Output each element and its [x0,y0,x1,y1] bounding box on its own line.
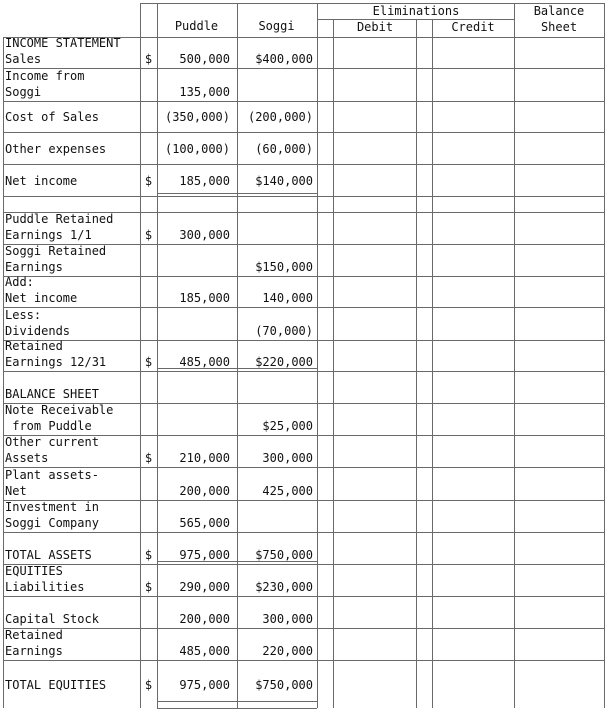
row-label: Net income [5,290,78,305]
row-dollar-sign: $ [144,678,153,692]
grid-hline-double [157,193,317,194]
row-dollar-sign: $ [144,51,153,66]
grid-hline [3,101,604,102]
cell-puddle: 975,000 [179,678,230,692]
cell-soggi: 140,000 [262,290,313,305]
row-label: Capital Stock [5,611,99,626]
cell-soggi: 425,000 [262,483,313,498]
cell-soggi: $750,000 [255,547,313,562]
row-label: Earnings [5,259,63,274]
row-dollar-sign: $ [144,227,153,242]
row-label: Soggi Company [5,515,99,530]
row-label: EQUITIES [5,564,63,578]
grid-vline [3,37,4,708]
cell-puddle: 300,000 [179,227,230,242]
row-dollar-sign: $ [144,579,153,594]
row-label: Puddle Retained [5,212,114,226]
cell-puddle: 200,000 [179,483,230,498]
cell-puddle: 485,000 [179,354,230,369]
row-label: Retained [5,628,63,642]
grid-vline [333,20,334,708]
cell-soggi: $220,000 [255,354,313,369]
cell-puddle: (350,000) [164,110,230,124]
cell-puddle: 290,000 [179,579,230,594]
header-soggi: Soggi [258,19,295,33]
row-label: Liabilities [5,579,85,594]
row-label: Net income [5,174,78,188]
row-label: Assets [5,450,49,465]
cell-soggi: 220,000 [262,643,313,658]
cell-soggi: (200,000) [247,110,313,124]
cell-soggi: $750,000 [255,678,313,692]
grid-hline [3,164,604,165]
row-label: TOTAL ASSETS [5,547,92,562]
grid-hline [3,596,604,597]
cell-soggi: (70,000) [255,323,313,338]
row-label: Note Receivable [5,403,114,417]
header-balance-sheet-line2: Sheet [540,20,578,34]
cell-soggi: $150,000 [255,259,313,274]
grid-vline [317,3,318,708]
cell-puddle: 975,000 [179,547,230,562]
cell-puddle: 565,000 [179,515,230,530]
cell-soggi: (60,000) [255,142,313,156]
grid-hline-double [157,701,317,702]
header-debit: Debit [356,20,394,34]
cell-soggi: $230,000 [255,579,313,594]
header-eliminations: Eliminations [372,4,460,18]
grid-vline [604,3,605,708]
cell-puddle: 185,000 [179,290,230,305]
grid-hline [3,196,604,197]
header-balance-sheet-line1: Balance [533,4,585,18]
row-label: Other current [5,435,99,449]
row-label: from Puddle [5,418,92,433]
grid-hline [3,660,604,661]
grid-hline [3,371,604,372]
grid-vline [416,20,417,708]
row-label: Add: [5,275,34,289]
row-dollar-sign: $ [144,450,153,465]
cell-soggi: $400,000 [255,51,313,66]
row-label: Soggi Retained [5,244,107,258]
grid-hline [3,132,604,133]
row-label: Earnings 12/31 [5,354,107,369]
header-credit: Credit [451,20,495,34]
cell-puddle: (100,000) [164,142,230,156]
row-dollar-sign: $ [144,354,153,369]
cell-soggi: 300,000 [262,450,313,465]
cell-puddle: 500,000 [179,51,230,66]
row-label: Other expenses [5,142,107,156]
row-label: Income from [5,69,85,83]
grid-hline [157,708,317,709]
header-puddle: Puddle [174,19,219,33]
row-label: Sales [5,51,42,66]
row-dollar-sign: $ [144,174,153,188]
cell-puddle: 135,000 [179,84,230,99]
cell-soggi: $140,000 [255,174,313,188]
row-dollar-sign: $ [144,547,153,562]
cell-puddle: 210,000 [179,450,230,465]
grid-hline [317,19,514,20]
grid-vline [432,20,433,708]
row-label: BALANCE SHEET [5,386,99,401]
cell-soggi: 300,000 [262,611,313,626]
row-label: Cost of Sales [5,110,99,124]
row-label: Plant assets- [5,468,99,482]
row-label: INCOME STATEMENT [5,36,121,50]
grid-hline [3,532,604,533]
grid-hline [140,3,604,4]
row-label: Investment in [5,500,99,514]
row-label: Earnings [5,643,63,658]
cell-puddle: 200,000 [179,611,230,626]
row-label: Dividends [5,323,71,338]
row-label: Less: [5,308,42,322]
cell-puddle: 485,000 [179,643,230,658]
grid-vline [514,3,515,708]
row-label: TOTAL EQUITIES [5,678,107,692]
cell-soggi: $25,000 [262,418,313,433]
row-label: Earnings 1/1 [5,227,92,242]
row-label: Retained [5,339,63,353]
cell-puddle: 185,000 [179,174,230,188]
row-label: Net [5,483,27,498]
row-label: Soggi [5,84,42,99]
